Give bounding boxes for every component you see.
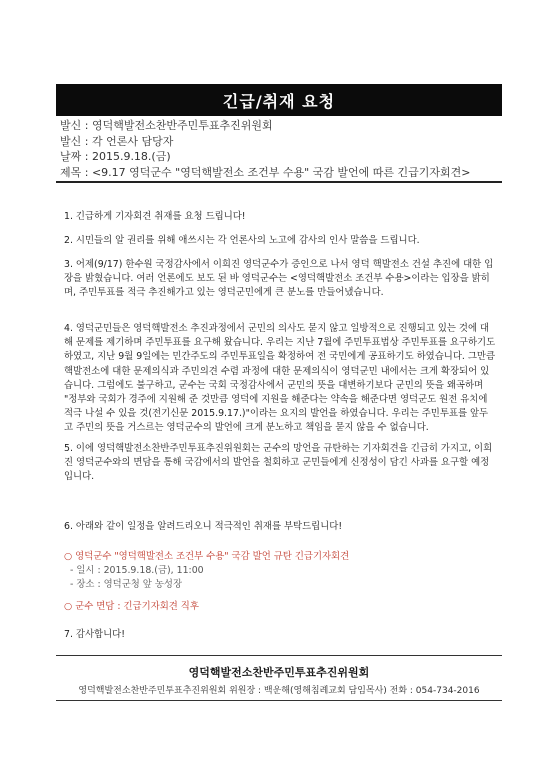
- paragraph-2: 2. 시민들의 알 권리를 위해 애쓰시는 각 언론사의 노고에 감사의 인사 말씀을 드립니다.: [64, 235, 420, 246]
- event-1-title: ○ 영덕군수 "영덕핵발전소 조건부 수용" 국감 발언 규탄 긴급기자회견: [64, 551, 350, 562]
- paragraph-6: 6. 아래와 같이 일정을 알려드리오니 적극적인 취재를 부탁드립니다!: [64, 521, 343, 532]
- event-1-place: - 장소 : 영덕군청 앞 농성장: [70, 579, 183, 590]
- recipient-line: 발신 : 각 언론사 담당자: [60, 134, 174, 148]
- document-header: [60, 118, 500, 180]
- document-title: 긴급/취재 요청: [56, 84, 502, 116]
- header-divider: [56, 181, 502, 183]
- footer-divider-top: [56, 655, 502, 656]
- paragraph-1: 1. 긴급하게 기자회견 취재를 요청 드립니다!: [64, 211, 246, 222]
- paragraph-7: 7. 감사합니다!: [64, 629, 125, 640]
- footer-organization: 영덕핵발전소찬반주민투표추진위원회: [188, 666, 370, 679]
- paragraph-4: 4. 영덕군민들은 영덕핵발전소 추진과정에서 군민의 의사도 묻지 않고 일방적으로 진행되고 있는 것에 대해 문제를 제기하며 주민투표를 요구해 왔습니다. 우리는 지난 7월에 주민투표법상 주민투표를 요구하기도 하였고, 지난 9월 9일에는 민간주도의 주민투표일을 확정하여 전 국민에게 공표하기도 하였습니다. 그만큼 핵발전소에 대한 문제의식과 주민의견 수렴 과정에 대한 문제의식이 영덕군민 내에서는 크게 확장되어 있습니다. 그럼에도 불구하고, 군수는 국회 국정감사에서 군민의 뜻을 대변하기보다 군민의 뜻을 왜곡하며 "정부와 국회가 경주에 지원해 준 것만큼 영덕에 지원을 해준다는 약속을 해준다면 영덕군도 원전 유치에 적극 나설 수 있을 것(전기신문 2015.9.17.)"이라는 요지의 발언을 하였습니다. 우리는 주민투표를 앞두고 주민의 뜻을 거스르는 영덕군수의 발언에 크게 분노하고 책임을 묻지 않을 수 없습니다.: [64, 323, 496, 434]
- footer-divider-bottom: [56, 700, 502, 701]
- date-line: 날짜 : 2015.9.18.(금): [60, 150, 171, 163]
- paragraph-3: 3. 어제(9/17) 한수원 국정감사에서 이희진 영덕군수가 증인으로 나서 영덕 핵발전소 건설 추진에 대한 입장을 밝혔습니다. 여러 언론에도 보도 된 바 영덕군수는 <영덕핵발전소 조건부 수용>이라는 입장을 밝히며, 주민투표를 적극 추진해가고 있는 영덕군민에게 큰 분노를 만들어냈습니다.: [64, 259, 494, 299]
- footer-contact: 영덕핵발전소찬반주민투표추진위원회 위원장 : 백운해(영해침례교회 담임목사) 전화 : 054-734-2016: [78, 686, 480, 696]
- event-1-datetime: - 일시 : 2015.9.18.(금), 11:00: [70, 565, 204, 576]
- event-2-title: ○ 군수 면담 : 긴급기자회견 직후: [64, 601, 199, 612]
- sender-line: 발신 : 영덕핵발전소찬반주민투표추진위원회: [60, 119, 273, 132]
- paragraph-5: 5. 이에 영덕핵발전소찬반주민투표추진위원회는 군수의 망언을 규탄하는 기자회견을 긴급히 가지고, 이희진 영덕군수와의 면담을 통해 국감에서의 발언을 철회하고 군민들에게 신정성이 담긴 사과를 요구할 예정입니다.: [64, 443, 493, 483]
- subject-line: 제목 : <9.17 영덕군수 "영덕핵발전소 조건부 수용" 국감 발언에 따른 긴급기자회견>: [60, 165, 471, 179]
